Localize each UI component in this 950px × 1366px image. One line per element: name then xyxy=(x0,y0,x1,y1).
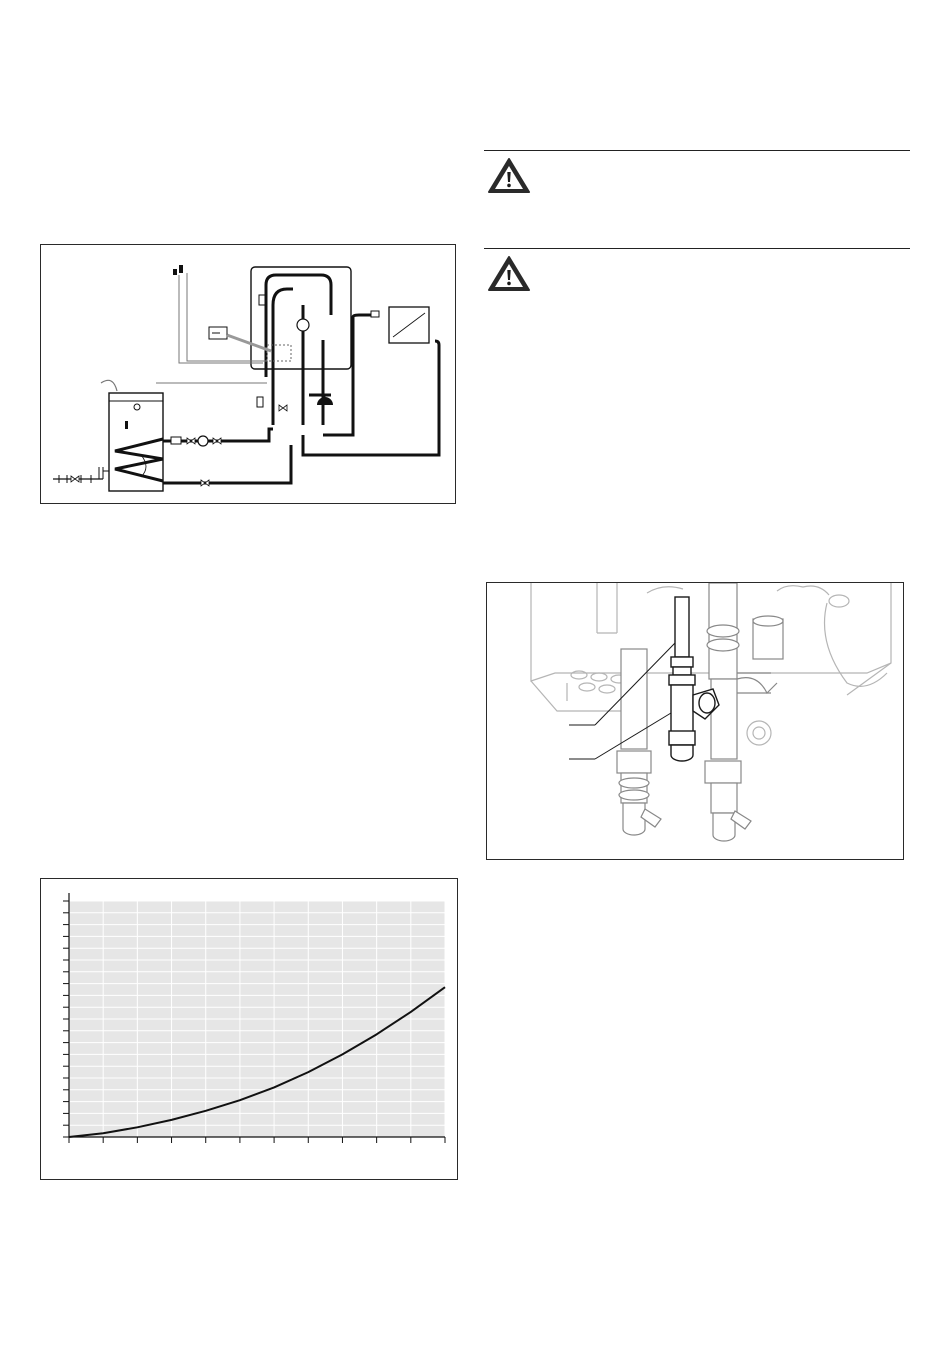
warning-triangle-icon xyxy=(487,255,531,293)
boiler-pump-icon xyxy=(297,319,309,331)
system-diagram xyxy=(41,245,455,503)
warning-block-2 xyxy=(487,255,531,293)
curve-chart xyxy=(41,879,457,1179)
cylinder-pump-icon xyxy=(198,436,208,446)
system-diagram-frame xyxy=(40,244,456,504)
warning-divider-1 xyxy=(484,150,910,151)
chart-frame xyxy=(40,878,458,1180)
warning-block-1 xyxy=(487,157,531,195)
valve-illustration xyxy=(487,583,903,859)
valve-illustration-frame xyxy=(486,582,904,860)
warning-triangle-icon xyxy=(487,157,531,195)
warning-divider-2 xyxy=(484,248,910,249)
